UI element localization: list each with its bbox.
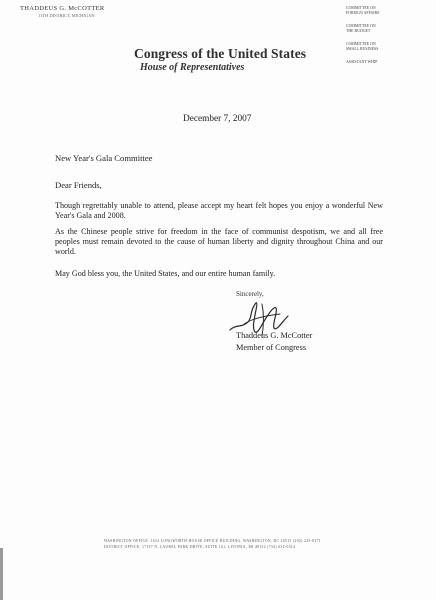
letter-paragraph: As the Chinese people strive for freedom in the face of communist despotism, we and all free peoples must remain devoted to the cause of human liberty and dignity throughout China and our world. [55, 227, 383, 256]
committee-line: SMALL BUSINESS [346, 47, 379, 51]
sender-name: THADDEUS G. McCOTTER [20, 5, 105, 12]
letter-paragraph: May God bless you, the United States, and our entire human family. [55, 269, 276, 278]
letter-paragraph: Though regrettably unable to attend, please accept my heart felt hopes you enjoy a wonderful New Year's Gala and 2008. [55, 201, 383, 220]
letterhead-footer [104, 538, 338, 550]
committee-line: FOREIGN AFFAIRS [346, 11, 380, 15]
footer-line: WASHINGTON OFFICE: 1632 LONGWORTH HOUSE OFFICE BUILDING, WASHINGTON, DC 20515 (202) 225-8171 [104, 539, 321, 543]
letter-closing: Sincerely, [236, 290, 264, 298]
sender-subtitle: 11TH DISTRICT, MICHIGAN [38, 13, 95, 18]
committee-line: THE BUDGET [346, 29, 371, 33]
letter-salutation: Dear Friends, [55, 180, 102, 190]
committee-line: COMMITTEE ON [346, 24, 376, 28]
footer-line: DISTRICT OFFICE: 17197 N. LAUREL PARK DRIVE, SUITE 161, LIVONIA, MI 48152 (734) 632-0314 [104, 545, 296, 549]
letterhead-sender [20, 5, 105, 18]
signer-name: Thaddeus G. McCotter [236, 331, 313, 340]
letterhead-masthead [134, 47, 306, 75]
letter-recipient: New Year's Gala Committee [55, 153, 153, 163]
masthead-title: Congress of the United States [134, 46, 307, 61]
committee-line: ASSISTANT WHIP [346, 60, 378, 64]
committee-line: COMMITTEE ON [346, 6, 376, 10]
scan-edge-mark [0, 548, 3, 600]
letter-date: December 7, 2007 [183, 114, 252, 124]
masthead-subtitle: House of Representatives [140, 62, 245, 73]
committee-list [346, 6, 426, 65]
signer-title: Member of Congress [236, 343, 307, 352]
committee-line: COMMITTEE ON [346, 42, 376, 46]
